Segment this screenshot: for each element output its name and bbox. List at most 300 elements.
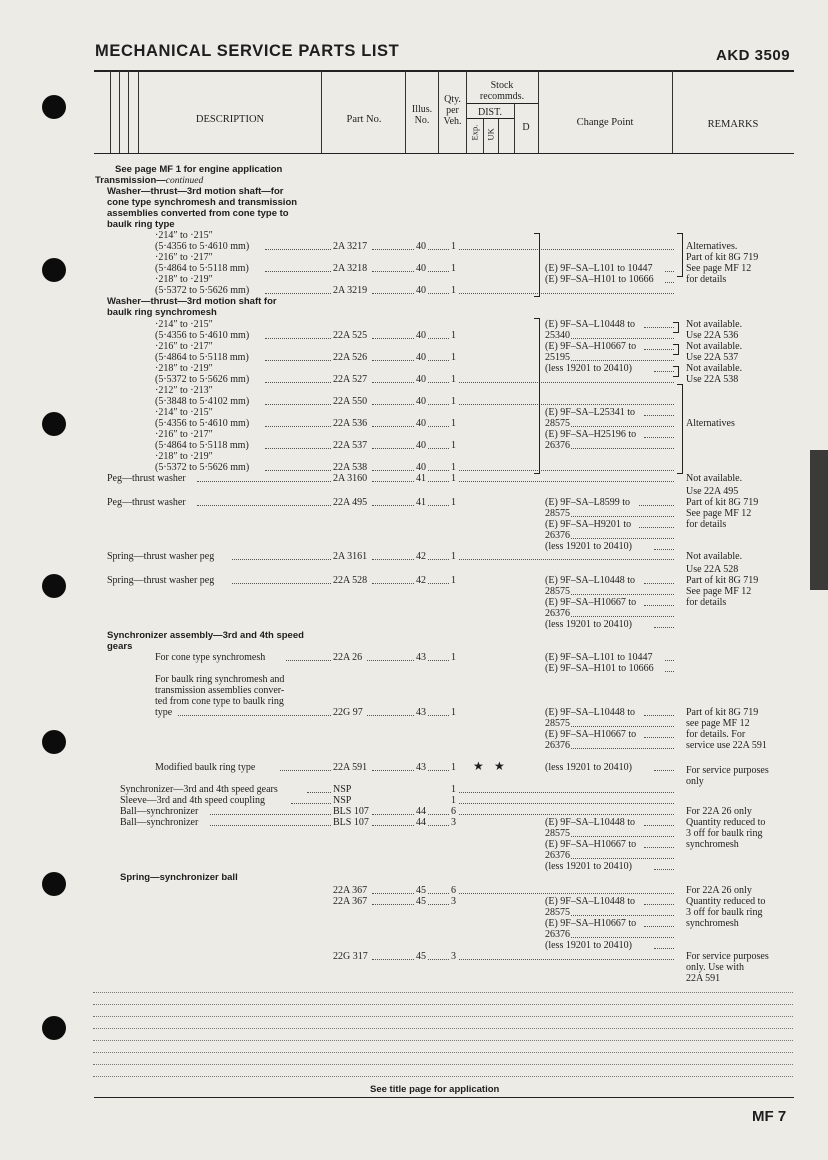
dot-leader bbox=[654, 371, 674, 372]
col-header-illus-no: Illus. No. bbox=[411, 104, 433, 126]
remark: 22A 591 bbox=[686, 973, 721, 984]
remark: for details. For bbox=[686, 729, 746, 740]
description-text: ·214″ to ·215″ bbox=[155, 319, 213, 330]
dot-leader bbox=[280, 770, 331, 771]
column-rule bbox=[514, 103, 515, 153]
dot-leader bbox=[654, 549, 674, 550]
description-text: (5·4356 to 5·4610 mm) bbox=[155, 330, 250, 341]
part-number: 22A 537 bbox=[333, 440, 368, 451]
illus-number: 40 bbox=[416, 462, 426, 473]
dot-leader bbox=[428, 360, 449, 361]
illus-number: 41 bbox=[416, 497, 426, 508]
dot-leader bbox=[372, 893, 414, 894]
remark: Quantity reduced to bbox=[686, 817, 766, 828]
change-point: 28575 bbox=[545, 418, 570, 429]
dot-leader bbox=[372, 770, 414, 771]
remark: Part of kit 8G 719 bbox=[686, 252, 759, 263]
dot-leader bbox=[197, 481, 331, 482]
change-point: (E) 9F–SA–H25196 to bbox=[545, 429, 637, 440]
quantity: 1 bbox=[451, 784, 456, 795]
blank-line bbox=[93, 992, 793, 993]
description-text: transmission assemblies conver- bbox=[155, 685, 285, 696]
illus-number: 40 bbox=[416, 285, 426, 296]
description-main: Transmission— bbox=[95, 175, 166, 186]
dot-leader bbox=[428, 505, 449, 506]
description-text: Synchronizer—3rd and 4th speed gears bbox=[120, 784, 278, 795]
description-text: ·218″ to ·219″ bbox=[155, 274, 213, 285]
bracket bbox=[673, 366, 679, 377]
description-text: (5·4356 to 5·4610 mm) bbox=[155, 241, 250, 252]
description-text: Washer—thrust—3rd motion shaft—for bbox=[107, 186, 284, 197]
part-number: 22A 550 bbox=[333, 396, 368, 407]
description-text: (5·4864 to 5·5118 mm) bbox=[155, 440, 249, 451]
column-rule bbox=[483, 118, 484, 153]
quantity: 1 bbox=[451, 241, 456, 252]
part-number: 22A 526 bbox=[333, 352, 368, 363]
description-text: Spring—thrust washer peg bbox=[107, 575, 215, 586]
illus-number: 44 bbox=[416, 806, 426, 817]
dot-leader bbox=[459, 792, 674, 793]
remark: synchromesh bbox=[686, 918, 739, 929]
quantity: 3 bbox=[451, 896, 456, 907]
footer-rule bbox=[94, 1097, 794, 1098]
remark: Not available. bbox=[686, 319, 743, 330]
dot-leader bbox=[265, 249, 331, 250]
dot-leader bbox=[654, 770, 674, 771]
dot-leader bbox=[571, 836, 674, 837]
part-number: 22G 317 bbox=[333, 951, 368, 962]
dot-leader bbox=[372, 481, 414, 482]
dot-leader bbox=[265, 426, 331, 427]
dot-leader bbox=[571, 426, 674, 427]
illus-number: 45 bbox=[416, 896, 426, 907]
description-text: Spring—thrust washer peg bbox=[107, 551, 215, 562]
change-point: 26376 bbox=[545, 608, 570, 619]
blank-line bbox=[93, 1052, 793, 1053]
description-text: ·214″ to ·215″ bbox=[155, 230, 213, 241]
dot-leader bbox=[372, 583, 414, 584]
dot-leader bbox=[265, 448, 331, 449]
change-point: 26376 bbox=[545, 850, 570, 861]
dot-leader bbox=[428, 770, 449, 771]
bracket bbox=[677, 233, 683, 277]
description-text: cone type synchromesh and transmission bbox=[107, 197, 298, 208]
dot-leader bbox=[265, 293, 331, 294]
dot-leader bbox=[372, 904, 414, 905]
change-point: (E) 9F–SA–L101 to 10447 bbox=[545, 652, 653, 663]
dot-leader bbox=[372, 249, 414, 250]
quantity: 1 bbox=[451, 285, 456, 296]
dot-leader bbox=[210, 814, 331, 815]
dot-leader bbox=[210, 825, 331, 826]
change-point: (E) 9F–SA–H10667 to bbox=[545, 839, 637, 850]
dot-leader bbox=[644, 415, 674, 416]
description-text: Modified baulk ring type bbox=[155, 762, 256, 773]
dot-leader bbox=[571, 915, 674, 916]
dot-leader bbox=[571, 516, 674, 517]
dot-leader bbox=[428, 715, 449, 716]
dot-leader bbox=[459, 382, 674, 383]
change-point: (E) 9F–SA–H10667 to bbox=[545, 597, 637, 608]
description-text: ·216″ to ·217″ bbox=[155, 341, 213, 352]
dot-leader bbox=[428, 959, 449, 960]
quantity: 1 bbox=[451, 396, 456, 407]
quantity: 1 bbox=[451, 795, 456, 806]
blank-line bbox=[93, 1016, 793, 1017]
part-number: 2A 3160 bbox=[333, 473, 368, 484]
dot-leader bbox=[654, 869, 674, 870]
dot-leader bbox=[372, 559, 414, 560]
col-header-dist: DIST. bbox=[478, 107, 502, 118]
remark: For 22A 26 only bbox=[686, 806, 752, 817]
quantity: 1 bbox=[451, 352, 456, 363]
dot-leader bbox=[571, 538, 674, 539]
dot-leader bbox=[459, 249, 674, 250]
change-point: 28575 bbox=[545, 907, 570, 918]
description-text: Sleeve—3rd and 4th speed coupling bbox=[120, 795, 265, 806]
description-text: (5·4864 to 5·5118 mm) bbox=[155, 263, 249, 274]
description-text: ·218″ to ·219″ bbox=[155, 451, 213, 462]
illus-number: 43 bbox=[416, 762, 426, 773]
dot-leader bbox=[571, 748, 674, 749]
change-point: (E) 9F–SA–L8599 to bbox=[545, 497, 630, 508]
dot-leader bbox=[372, 959, 414, 960]
dot-leader bbox=[571, 448, 674, 449]
remark: Part of kit 8G 719 bbox=[686, 707, 759, 718]
dot-leader bbox=[644, 847, 674, 848]
stock-star: ★ bbox=[473, 759, 484, 773]
description-text: baulk ring type bbox=[107, 219, 175, 230]
remark: service use 22A 591 bbox=[686, 740, 767, 751]
dot-leader bbox=[265, 271, 331, 272]
change-point: 28575 bbox=[545, 586, 570, 597]
remark: Not available. bbox=[686, 363, 743, 374]
description-text: ·216″ to ·217″ bbox=[155, 252, 213, 263]
quantity: 1 bbox=[451, 497, 456, 508]
dot-leader bbox=[665, 282, 674, 283]
column-rule bbox=[438, 71, 439, 153]
page-number: MF 7 bbox=[752, 1108, 787, 1125]
remark: For 22A 26 only bbox=[686, 885, 752, 896]
part-number: 2A 3218 bbox=[333, 263, 368, 274]
description-text: ted from cone type to baulk ring bbox=[155, 696, 284, 707]
description-text: (5·5372 to 5·5626 mm) bbox=[155, 374, 250, 385]
change-point: (E) 9F–SA–H10667 to bbox=[545, 729, 637, 740]
dot-leader bbox=[372, 470, 414, 471]
dot-leader bbox=[372, 814, 414, 815]
dot-leader bbox=[372, 338, 414, 339]
quantity: 1 bbox=[451, 575, 456, 586]
part-number: 22A 527 bbox=[333, 374, 368, 385]
part-number: 22A 591 bbox=[333, 762, 368, 773]
illus-number: 40 bbox=[416, 418, 426, 429]
document-code: AKD 3509 bbox=[716, 47, 791, 64]
dot-leader bbox=[428, 293, 449, 294]
column-rule bbox=[466, 71, 467, 153]
dot-leader bbox=[428, 404, 449, 405]
part-number: NSP bbox=[333, 795, 352, 806]
header-rule bbox=[94, 70, 794, 72]
dot-leader bbox=[428, 470, 449, 471]
dot-leader bbox=[428, 481, 449, 482]
dot-leader bbox=[459, 893, 674, 894]
illus-number: 45 bbox=[416, 885, 426, 896]
part-number: 22A 367 bbox=[333, 896, 368, 907]
remark: For service purposes bbox=[686, 951, 769, 962]
dot-leader bbox=[644, 737, 674, 738]
description-qualifier: continued bbox=[165, 176, 204, 186]
description-text: (5·5372 to 5·5626 mm) bbox=[155, 462, 250, 473]
change-point: (E) 9F–SA–L10448 to bbox=[545, 575, 635, 586]
part-number: BLS 107 bbox=[333, 806, 369, 817]
change-point: (E) 9F–SA–L101 to 10447 bbox=[545, 263, 653, 274]
change-point: (less 19201 to 20410) bbox=[545, 363, 632, 374]
dot-leader bbox=[639, 527, 674, 528]
change-point: (E) 9F–SA–L10448 to bbox=[545, 896, 635, 907]
blank-line bbox=[93, 1028, 793, 1029]
illus-number: 40 bbox=[416, 352, 426, 363]
change-point: 26376 bbox=[545, 929, 570, 940]
remark: Part of kit 8G 719 bbox=[686, 497, 759, 508]
remark: for details bbox=[686, 597, 727, 608]
dot-leader bbox=[459, 293, 674, 294]
description-text: Peg—thrust washer bbox=[107, 473, 186, 484]
dot-leader bbox=[428, 825, 449, 826]
quantity: 3 bbox=[451, 951, 456, 962]
dot-leader bbox=[428, 660, 449, 661]
dot-leader bbox=[571, 360, 674, 361]
illus-number: 42 bbox=[416, 575, 426, 586]
quantity: 1 bbox=[451, 551, 456, 562]
description-text: ·212″ to ·213″ bbox=[155, 385, 213, 396]
bracket bbox=[673, 322, 679, 333]
dot-leader bbox=[265, 404, 331, 405]
column-rule bbox=[538, 71, 539, 153]
remark: See page MF 12 bbox=[686, 263, 752, 274]
column-rule bbox=[321, 71, 322, 153]
punch-hole bbox=[42, 730, 66, 754]
change-point: (E) 9F–SA–H101 to 10666 bbox=[545, 274, 654, 285]
dot-leader bbox=[571, 726, 674, 727]
dot-leader bbox=[232, 583, 331, 584]
col-header-qty: Qty. per Veh. bbox=[443, 94, 462, 127]
dot-leader bbox=[459, 481, 674, 482]
page-title: MECHANICAL SERVICE PARTS LIST bbox=[95, 42, 400, 60]
description-text: baulk ring synchromesh bbox=[107, 307, 217, 318]
col-header-d: D bbox=[522, 122, 530, 133]
col-header-part-no: Part No. bbox=[346, 114, 382, 125]
change-point: (less 19201 to 20410) bbox=[545, 940, 632, 951]
part-number: 2A 3217 bbox=[333, 241, 368, 252]
dot-leader bbox=[178, 715, 331, 716]
remark: only. Use with bbox=[686, 962, 744, 973]
quantity: 1 bbox=[451, 418, 456, 429]
remark: Use 22A 536 bbox=[686, 330, 739, 341]
remark: only bbox=[686, 776, 704, 787]
dot-leader bbox=[428, 448, 449, 449]
description-text: (5·4864 to 5·5118 mm) bbox=[155, 352, 249, 363]
dot-leader bbox=[428, 382, 449, 383]
col-header-uk: UK bbox=[485, 128, 496, 141]
change-point: (less 19201 to 20410) bbox=[545, 762, 632, 773]
table-header-rule bbox=[94, 153, 794, 154]
part-number: 22A 528 bbox=[333, 575, 368, 586]
part-number: 2A 3161 bbox=[333, 551, 368, 562]
remark: For service purposes bbox=[686, 765, 769, 776]
section-tab-marker bbox=[810, 450, 828, 590]
column-rule bbox=[128, 71, 129, 153]
remark: for details bbox=[686, 274, 727, 285]
dot-leader bbox=[459, 559, 674, 560]
col-header-change-point: Change Point bbox=[576, 117, 634, 128]
illus-number: 40 bbox=[416, 330, 426, 341]
part-number: 22A 26 bbox=[333, 652, 363, 663]
remark: Part of kit 8G 719 bbox=[686, 575, 759, 586]
punch-hole bbox=[42, 95, 66, 119]
description-text: (5·4356 to 5·4610 mm) bbox=[155, 418, 250, 429]
change-point: 26376 bbox=[545, 530, 570, 541]
dot-leader bbox=[571, 616, 674, 617]
description-text: ·214″ to ·215″ bbox=[155, 407, 213, 418]
quantity: 1 bbox=[451, 330, 456, 341]
dot-leader bbox=[459, 470, 674, 471]
description-text: type bbox=[155, 707, 173, 718]
dot-leader bbox=[372, 360, 414, 361]
remark: synchromesh bbox=[686, 839, 739, 850]
part-number: 22A 538 bbox=[333, 462, 368, 473]
dot-leader bbox=[459, 814, 674, 815]
part-number: BLS 107 bbox=[333, 817, 369, 828]
change-point: 26376 bbox=[545, 440, 570, 451]
remark: Use 22A 538 bbox=[686, 374, 739, 385]
part-number: 22A 367 bbox=[333, 885, 368, 896]
dot-leader bbox=[372, 448, 414, 449]
dot-leader bbox=[428, 583, 449, 584]
dot-leader bbox=[571, 858, 674, 859]
illus-number: 45 bbox=[416, 951, 426, 962]
column-rule bbox=[467, 103, 538, 104]
quantity: 1 bbox=[451, 374, 456, 385]
illus-number: 40 bbox=[416, 263, 426, 274]
illus-number: 42 bbox=[416, 551, 426, 562]
remark: Not available. bbox=[686, 551, 743, 562]
remark: 3 off for baulk ring bbox=[686, 907, 763, 918]
bracket bbox=[677, 384, 683, 474]
footer-note: See title page for application bbox=[370, 1084, 500, 1095]
change-point: (less 19201 to 20410) bbox=[545, 541, 632, 552]
blank-line bbox=[93, 1076, 793, 1077]
dot-leader bbox=[428, 271, 449, 272]
change-point: (E) 9F–SA–L10448 to bbox=[545, 707, 635, 718]
quantity: 6 bbox=[451, 806, 456, 817]
description-text: ·218″ to ·219″ bbox=[155, 363, 213, 374]
description-text: Peg—thrust washer bbox=[107, 497, 186, 508]
dot-leader bbox=[428, 559, 449, 560]
change-point: 26376 bbox=[545, 740, 570, 751]
dot-leader bbox=[665, 271, 674, 272]
description-text: For baulk ring synchromesh and bbox=[155, 674, 285, 685]
change-point: 25195 bbox=[545, 352, 570, 363]
quantity: 1 bbox=[451, 707, 456, 718]
part-number: 22A 525 bbox=[333, 330, 368, 341]
blank-line bbox=[93, 1040, 793, 1041]
remark: 3 off for baulk ring bbox=[686, 828, 763, 839]
change-point: (E) 9F–SA–L10448 to bbox=[545, 319, 635, 330]
description-text: Ball—synchronizer bbox=[120, 806, 199, 817]
dot-leader bbox=[639, 505, 674, 506]
illus-number: 40 bbox=[416, 396, 426, 407]
dot-leader bbox=[367, 660, 414, 661]
dot-leader bbox=[665, 671, 674, 672]
dot-leader bbox=[459, 803, 674, 804]
dot-leader bbox=[428, 249, 449, 250]
change-point: 28575 bbox=[545, 828, 570, 839]
illus-number: 41 bbox=[416, 473, 426, 484]
illus-number: 40 bbox=[416, 374, 426, 385]
dot-leader bbox=[428, 893, 449, 894]
bracket bbox=[534, 318, 540, 474]
dot-leader bbox=[265, 360, 331, 361]
column-rule bbox=[110, 71, 111, 153]
quantity: 1 bbox=[451, 263, 456, 274]
change-point: (less 19201 to 20410) bbox=[545, 619, 632, 630]
dot-leader bbox=[372, 382, 414, 383]
bracket bbox=[673, 344, 679, 355]
dot-leader bbox=[459, 404, 674, 405]
dot-leader bbox=[644, 349, 674, 350]
dot-leader bbox=[428, 904, 449, 905]
dot-leader bbox=[654, 627, 674, 628]
dot-leader bbox=[367, 715, 414, 716]
remark: See page MF 12 bbox=[686, 586, 752, 597]
column-rule bbox=[405, 71, 406, 153]
change-point: 25340 bbox=[545, 330, 570, 341]
description-text: (5·3848 to 5·4102 mm) bbox=[155, 396, 250, 407]
remark: for details bbox=[686, 519, 727, 530]
column-rule bbox=[138, 71, 139, 153]
remark: Not available. bbox=[686, 473, 743, 484]
dot-leader bbox=[232, 559, 331, 560]
illus-number: 44 bbox=[416, 817, 426, 828]
remark: Alternatives. bbox=[686, 241, 738, 252]
col-header-exp: Exp. bbox=[469, 124, 480, 141]
illus-number: 43 bbox=[416, 652, 426, 663]
stock-star: ★ bbox=[494, 759, 505, 773]
quantity: 1 bbox=[451, 462, 456, 473]
dot-leader bbox=[291, 803, 331, 804]
column-rule bbox=[467, 118, 514, 119]
change-point: (E) 9F–SA–H10667 to bbox=[545, 918, 637, 929]
dot-leader bbox=[372, 293, 414, 294]
dot-leader bbox=[265, 338, 331, 339]
part-number: 22A 536 bbox=[333, 418, 368, 429]
remark: See page MF 12 bbox=[686, 508, 752, 519]
bracket bbox=[534, 233, 540, 297]
change-point: (E) 9F–SA–H10667 to bbox=[545, 341, 637, 352]
remark: see page MF 12 bbox=[686, 718, 750, 729]
description-text: For cone type synchromesh bbox=[155, 652, 266, 663]
description-text: Synchronizer assembly—3rd and 4th speed bbox=[107, 630, 304, 641]
change-point: (E) 9F–SA–L10448 to bbox=[545, 817, 635, 828]
punch-hole bbox=[42, 872, 66, 896]
dot-leader bbox=[428, 338, 449, 339]
part-number: NSP bbox=[333, 784, 352, 795]
dot-leader bbox=[372, 271, 414, 272]
remark: Alternatives bbox=[686, 418, 735, 429]
column-rule bbox=[672, 71, 673, 153]
description-text: ·216″ to ·217″ bbox=[155, 429, 213, 440]
change-point: 28575 bbox=[545, 508, 570, 519]
